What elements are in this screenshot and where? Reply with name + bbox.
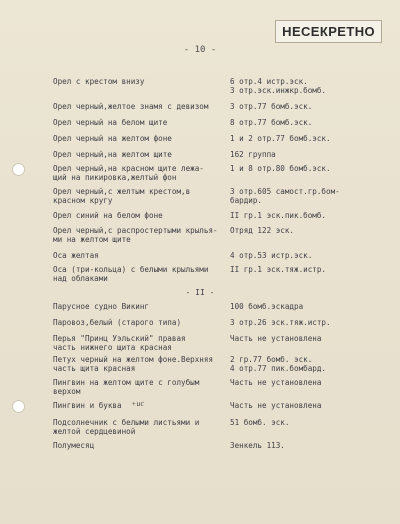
unit-designation: 1 и 8 отр.80 бомб.эск. [230,164,331,173]
emblem-description: Орел с крестом внизу [53,77,145,86]
unit-designation: Зенкель 113. [230,441,285,450]
emblem-description: Орел черный,на красном щите лежа- щий на пикировка,желтый фон [53,164,204,182]
unit-designation: Часть не установлена [230,401,322,410]
unit-designation: 51 бомб. эск. [230,418,290,427]
classification-stamp: НЕСЕКРЕТНО [275,20,382,43]
emblem-description: Орел черный,с желтым крестом,в красном кругу [53,187,191,205]
unit-designation: 8 отр.77 бомб.эск. [230,118,313,127]
emblem-description: Орел черный,желтое знамя с девизом [53,102,209,111]
emblem-description: Оса желтая [53,251,99,260]
unit-designation: Отряд 122 эск. [230,226,295,235]
unit-designation: 6 отр.4 истр.эск. 3 отр.эск.инжкр.бомб. [230,77,327,95]
emblem-description: Орел черный,на желтом щите [53,150,172,159]
emblem-description: Орел черный на желтом фоне [53,134,172,143]
unit-designation: 4 отр.53 истр.эск. [230,251,313,260]
section-marker: - II - [185,288,215,297]
emblem-description: Пингвин и буква [53,401,122,410]
emblem-description: Орел черный на белом щите [53,118,168,127]
page-number: - 10 - [183,45,217,55]
unit-designation: 2 гр.77 бомб. эск. 4 отр.77 пик.бомбард. [230,355,327,373]
emblem-description: Подсолнечник с белыми листьями и желтой сердцевиной [53,418,200,436]
unit-designation: 1 и 2 отр.77 бомб.эск. [230,134,331,143]
unit-designation: II гр.1 эск.пик.бомб. [230,211,327,220]
punch-hole [12,163,25,176]
unit-designation: 3 отр.77 бомб.эск. [230,102,313,111]
emblem-description: Пингвин на желтом щите с голубым верхом [53,378,200,396]
emblem-description: Оса (три-кольца) с белыми крыльями над облаками [53,265,209,283]
emblem-description: Орел синий на белом фоне [53,211,163,220]
unit-designation: Часть не установлена [230,334,322,343]
unit-designation: 162 группа [230,150,276,159]
unit-designation: 3 отр.605 самост.гр.бом- бардир. [230,187,340,205]
emblem-description: Паровоз,белый (старого типа) [53,318,182,327]
emblem-description: Орел черный,с распростертыми крылья- ми на желтом щите [53,226,218,244]
unit-designation: II гр.1 эск.тяж.истр. [230,265,327,274]
handwritten-note: +ис [130,398,145,409]
punch-hole [12,400,25,413]
unit-designation: 3 отр.26 эск.тяж.истр. [230,318,331,327]
unit-designation: Часть не установлена [230,378,322,387]
unit-designation: 100 бомб.эскадра [230,302,304,311]
emblem-description: Петух черный на желтом фоне.Верхняя часть щита красная [53,355,214,373]
emblem-description: Парусное судно Викинг [53,302,150,311]
emblem-description: Полумесяц [53,441,95,450]
emblem-description: Перья "Принц Уэльский" правая часть нижнего щита красная [53,334,186,352]
